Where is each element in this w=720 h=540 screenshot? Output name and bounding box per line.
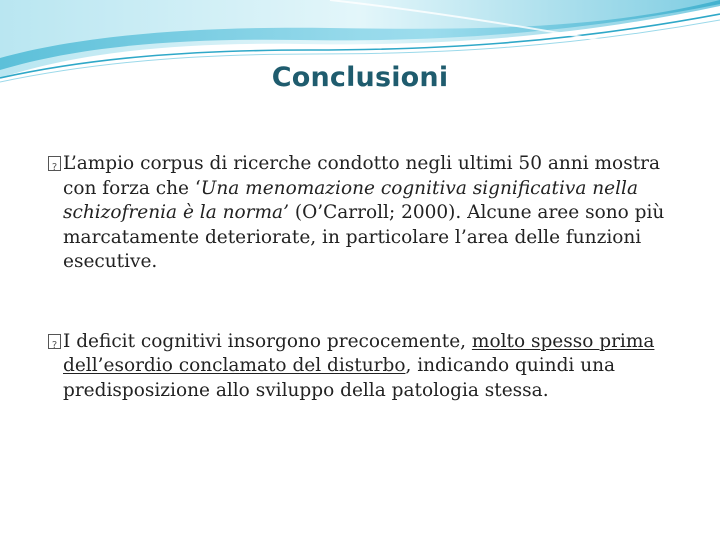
missing-glyph-bullet-icon <box>48 156 61 171</box>
slide-title: Conclusioni <box>271 62 449 93</box>
para1-text-b: (O’Carroll; 2000). Alcune aree sono più marcatamente deteriorate, in particolare l’area delle funzioni esecutive. <box>63 202 665 272</box>
para1-quote: Una menomazione cognitiva significativa nella schizofrenia è la norma’ <box>63 177 638 223</box>
slide-body <box>48 152 698 403</box>
para2-text-a: I deficit cognitivi insorgono precocemente, <box>63 330 472 352</box>
bullet-paragraph-2 <box>48 330 698 404</box>
missing-glyph-bullet-icon <box>48 334 61 349</box>
para2-text-b: , indicando quindi una predisposizione allo sviluppo della patologia stessa. <box>63 355 616 401</box>
para2-underlined: molto spesso prima dell’esordio conclamato del disturbo <box>63 330 655 376</box>
bullet-paragraph-1 <box>48 152 698 275</box>
para1-text-a: L’ampio corpus di ricerche condotto negli ultimi 50 anni mostra con forza che ‘ <box>63 153 660 199</box>
